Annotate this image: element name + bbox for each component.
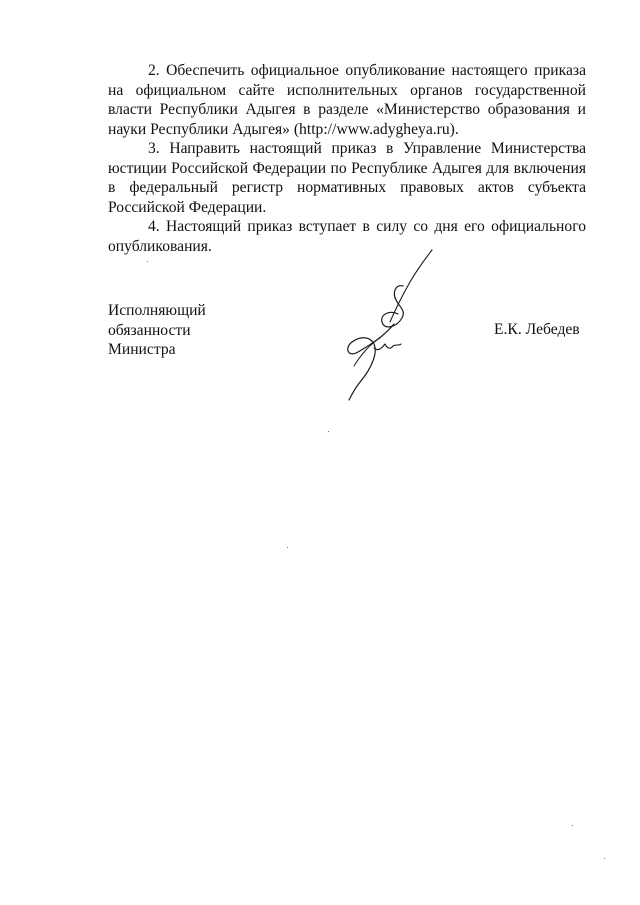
handwritten-signature bbox=[330, 248, 440, 403]
paragraph-item-4: 4. Настоящий приказ вступает в силу со дня его официального опубликования. bbox=[108, 218, 586, 255]
signatory-title-line: обязанности bbox=[108, 321, 191, 339]
paragraph-item-2: 2. Обеспечить официальное опубликование настоящего приказа на официальном сайте исполнительных органов государственной власти Республики Адыгея в разделе «Министерство образования и науки Республики Адыгея» (http://www.adygheya.ru). bbox=[108, 62, 586, 138]
signatory-title bbox=[108, 301, 206, 360]
paragraph-item-3: 3. Направить настоящий приказ в Управление Министерства юстиции Российской Федерации по Республике Адыгея для включения в федеральный регистр нормативных правовых актов субъекта Российской Федерации. bbox=[108, 140, 586, 216]
scan-speck bbox=[147, 261, 148, 262]
signatory-name: Е.К. Лебедев bbox=[494, 321, 580, 338]
scan-speck bbox=[328, 431, 329, 432]
document-body bbox=[108, 61, 586, 256]
scan-speck bbox=[572, 825, 573, 826]
scan-speck bbox=[287, 547, 288, 548]
signatory-title-line: Исполняющий bbox=[108, 302, 206, 319]
signatory-title-line: Министра bbox=[108, 341, 176, 358]
scan-speck bbox=[604, 858, 605, 859]
